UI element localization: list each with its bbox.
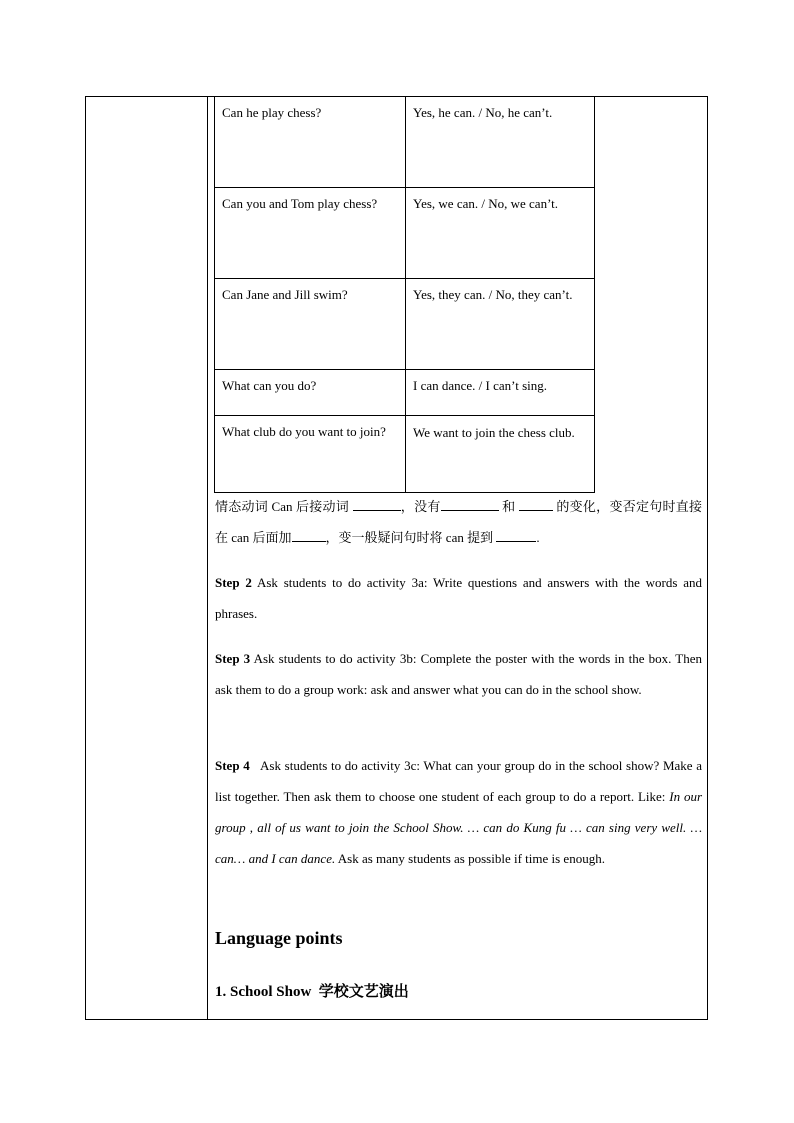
step-2-text: Ask students to do activity 3a: Write questions and answers with the words and phrases. xyxy=(215,575,702,621)
qa-question: What can you do? xyxy=(215,370,406,416)
qa-row xyxy=(215,97,595,188)
step-4-text-end: Ask as many students as possible if time is enough. xyxy=(335,851,605,866)
fill-blank xyxy=(496,527,536,542)
fill-blank xyxy=(353,496,401,511)
grammar-text-5: ，变一般疑问句时将 can 提到 xyxy=(325,530,494,545)
fill-blank xyxy=(519,496,553,511)
step-3-text: Ask students to do activity 3b: Complete the poster with the words in the box. Then ask them to do a group work: ask and answer what you can do in the school show. xyxy=(215,651,702,697)
qa-row xyxy=(215,370,595,416)
step-4-text: Ask students to do activity 3c: What can your group do in the school show? Make a list together. Then ask them to choose one student of each group to do a report. Like: xyxy=(215,758,702,804)
step-4-example: In our group , all of us want to join the School Show. … can do Kung fu … can sing very well. … can… and I can dance. xyxy=(215,789,702,866)
grammar-text-6: . xyxy=(536,530,540,545)
qa-answer: Yes, he can. / No, he can’t. xyxy=(406,97,595,188)
fill-blank xyxy=(441,496,499,511)
grammar-text-2: ，没有 xyxy=(400,499,441,514)
fill-blank xyxy=(292,527,326,542)
qa-question: What club do you want to join? xyxy=(215,416,406,493)
grammar-note xyxy=(215,491,702,553)
step-4-paragraph xyxy=(215,750,702,874)
step-2-label: Step 2 xyxy=(215,575,252,590)
qa-row xyxy=(215,188,595,279)
qa-answer: Yes, they can. / No, they can’t. xyxy=(406,279,595,370)
column-divider xyxy=(207,96,208,1020)
step-4-label: Step 4 xyxy=(215,758,250,773)
step-3-label: Step 3 xyxy=(215,651,251,666)
grammar-text-4: 的变化，变否定句时直接在 can 后面加 xyxy=(215,499,702,545)
step-2-paragraph xyxy=(215,567,702,629)
grammar-text-1: 情态动词 Can 后接动词 xyxy=(215,499,350,514)
qa-row xyxy=(215,416,595,493)
qa-question: Can you and Tom play chess? xyxy=(215,188,406,279)
qa-answer: We want to join the chess club. xyxy=(406,416,595,493)
qa-question: Can Jane and Jill swim? xyxy=(215,279,406,370)
qa-answer: Yes, we can. / No, we can’t. xyxy=(406,188,595,279)
qa-table xyxy=(214,96,595,493)
language-point-item: 1. School Show 学校文艺演出 xyxy=(215,984,409,1000)
grammar-text-3: 和 xyxy=(502,499,516,514)
step-3-paragraph xyxy=(215,643,702,705)
qa-question: Can he play chess? xyxy=(215,97,406,188)
qa-row xyxy=(215,279,595,370)
language-points-heading: Language points xyxy=(215,928,343,948)
qa-answer: I can dance. / I can’t sing. xyxy=(406,370,595,416)
